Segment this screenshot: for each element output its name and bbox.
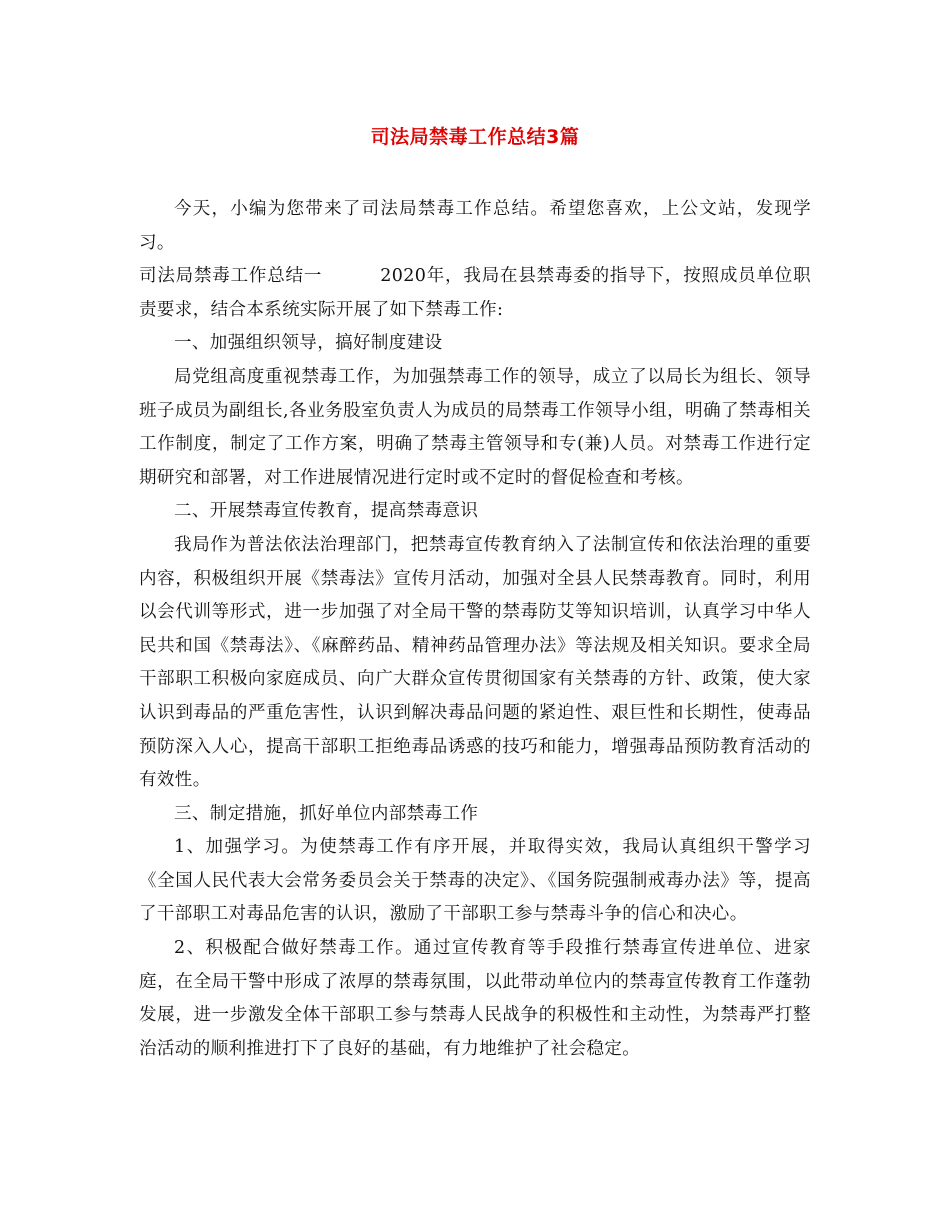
section-paragraph: 我局作为普法依法治理部门，把禁毒宣传教育纳入了法制宣传和依法治理的重要内容，积极组织开展《禁毒法》宣传月活动，加强对全县人民禁毒教育。同时，利用以会代训等形式，进一步加强了对全局干警的禁毒防艾等知识培训，认真学习中华人民共和国《禁毒法》、《麻醉药品、精神药品管理办法》等法规及相关知识。要求全局干部职工积极向家庭成员、向广大群众宣传贯彻国家有关禁毒的方针、政策，使大家认识到毒品的严重危害性，认识到解决毒品问题的紧迫性、艰巨性和长期性，使毒品预防深入人心，提高干部职工拒绝毒品诱惑的技巧和能力，增强毒品预防教育活动的有效性。 <box>139 534 811 791</box>
section-paragraph: 2、积极配合做好禁毒工作。通过宣传教育等手段推行禁毒宣传进单位、进家庭，在全局干警中形成了浓厚的禁毒氛围，以此带动单位内的禁毒宣传教育工作蓬勃发展，进一步激发全体干部职工参与禁毒人民战争的积极性和主动性，为禁毒严打整治活动的顺利推进打下了良好的基础，有力地维护了社会稳定。 <box>139 938 811 1059</box>
summary-one-text: 2020年，我局在县禁毒委的指导下，按照成员单位职责要求，结合本系统实际开展了如下禁毒工作: <box>139 266 811 320</box>
section-heading: 三、制定措施，抓好单位内部禁毒工作 <box>174 803 479 824</box>
document-body <box>139 193 811 1066</box>
section-heading: 二、开展禁毒宣传教育，提高禁毒意识 <box>174 501 479 522</box>
section-heading: 一、加强组织领导，搞好制度建设 <box>174 333 443 354</box>
document-title: 司法局禁毒工作总结3篇 <box>370 126 580 148</box>
summary-one-heading: 司法局禁毒工作总结一 <box>139 266 323 287</box>
section-paragraph: 1、加强学习。为使禁毒工作有序开展，并取得实效，我局认真组织干警学习《全国人民代表大会常务委员会关于禁毒的决定》、《国务院强制戒毒办法》等，提高了干部职工对毒品危害的认识，激励了干部职工参与禁毒斗争的信心和决心。 <box>139 837 811 925</box>
intro-paragraph: 今天，小编为您带来了司法局禁毒工作总结。希望您喜欢，上公文站，发现学习。 <box>139 199 811 253</box>
section-paragraph: 局党组高度重视禁毒工作，为加强禁毒工作的领导，成立了以局长为组长、领导班子成员为副组长,各业务股室负责人为成员的局禁毒工作领导小组，明确了禁毒相关工作制度，制定了工作方案，明确了禁毒主管领导和专(兼)人员。对禁毒工作进行定期研究和部署，对工作进展情况进行定时或不定时的督促检查和考核。 <box>139 366 811 488</box>
summary-one-paragraph <box>139 260 811 327</box>
